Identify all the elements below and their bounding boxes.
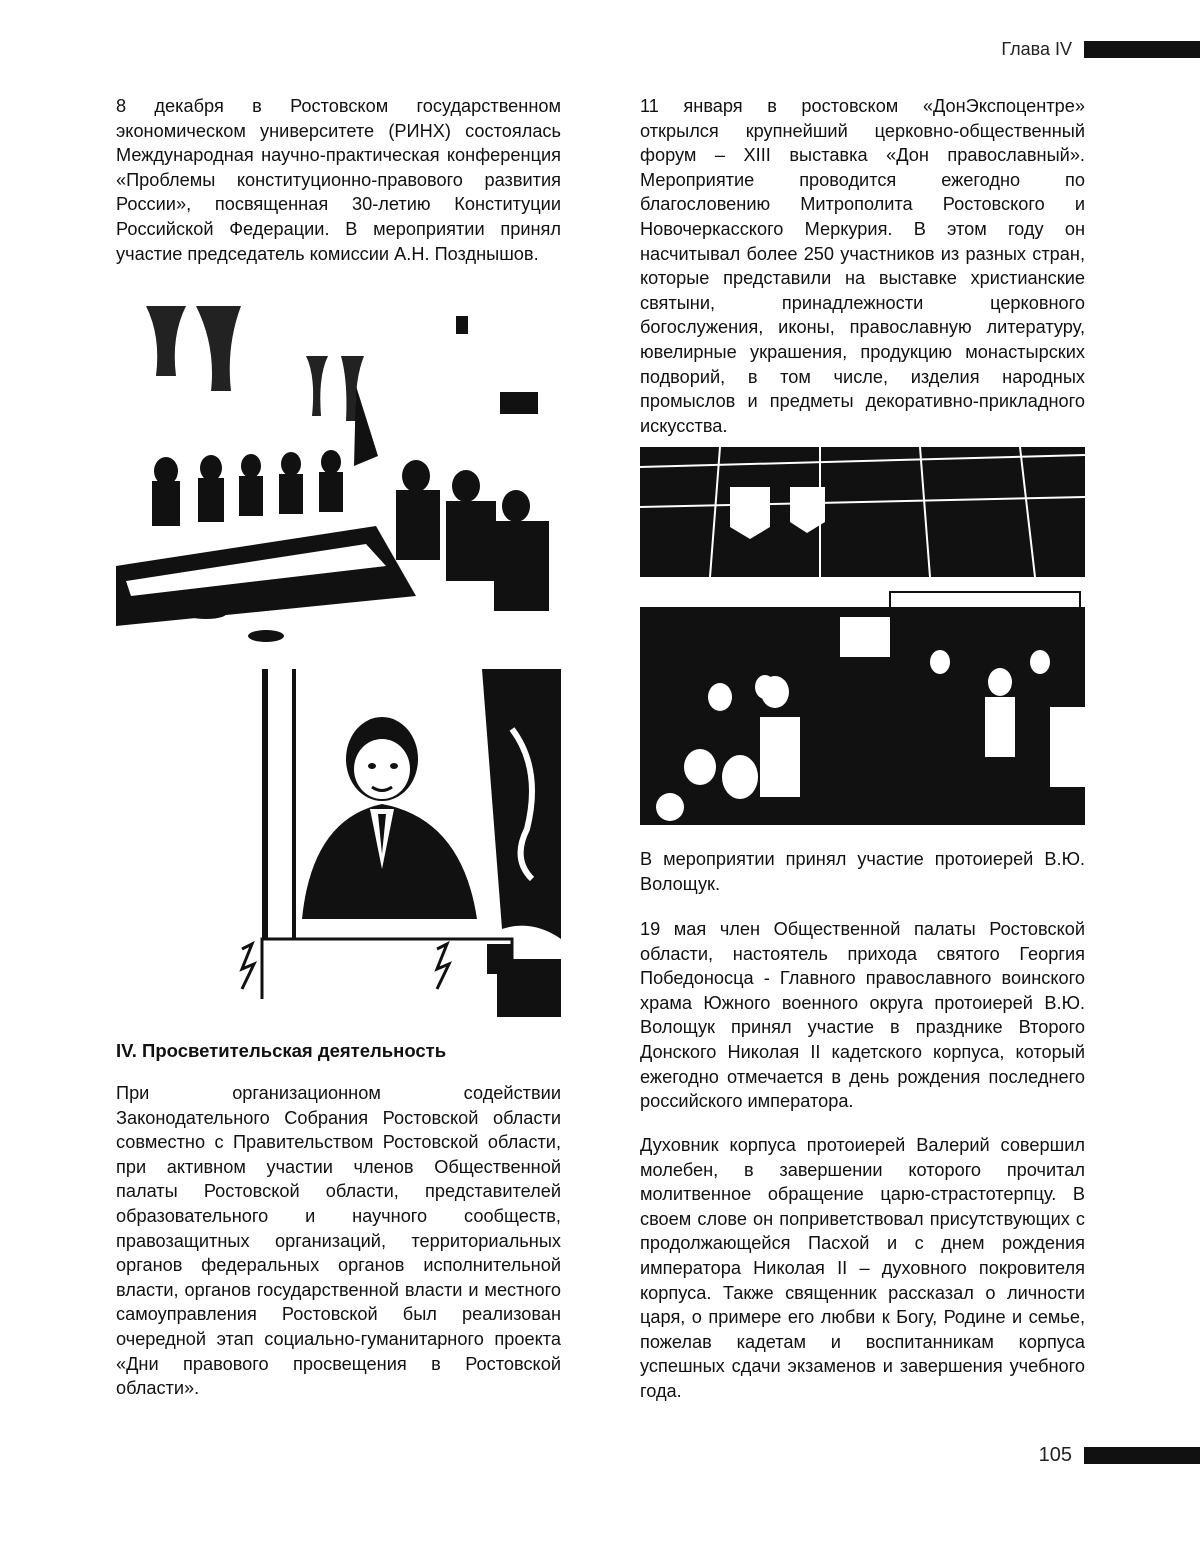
right-paragraph-1-block: [640, 94, 1085, 438]
section-heading-block: [116, 1039, 561, 1063]
left-paragraph-2: При организационном содействии Законодательного Собрания Ростовской области совместно с Правительством Ростовской области, при активном участии членов Общественной палаты Ростовской области, представителей образовательного и научного сообществ, правозащитных организаций, территориальных органов федеральных органов исполнительной власти, органов государственной власти и местного самоуправления Ростовской был реализован очередной этап социально-гуманитарного проекта «Дни правового просвещения в Ростовской области».: [116, 1083, 561, 1399]
exhibition-photo: [640, 447, 1085, 825]
right-paragraph-2-block: [640, 847, 1085, 896]
left-paragraph-1-block: [116, 94, 561, 266]
chapter-label: Глава IV: [1001, 39, 1072, 59]
conference-photo: [116, 296, 561, 653]
right-paragraph-1: 11 января в ростовском «ДонЭкспоцентре» открылся крупнейший церковно-общественный форум – XIII выставка «Дон православный». Мероприятие проводится ежегодно по благословению Митрополита Ростовского и Новочеркасского Меркурия. В этом году он насчитывал более 250 участников из разных стран, которые представили на выставке христианские святыни, принадлежности церковного богослужения, иконы, православную литературу, ювелирные украшения, продукцию монастырских подворий, в том числе, изделия народных промыслов и предметы декоративно-прикладного искусства.: [640, 96, 1085, 436]
page-number: 105: [1038, 1444, 1072, 1466]
footer-bar: [1084, 1447, 1200, 1464]
left-paragraph-1: 8 декабря в Ростовском государственном экономическом университете (РИНХ) состоялась Международная научно-практическая конференция «Проблемы конституционно-правового развития России», посвященная 30-летию Конституции Российской Федерации. В мероприятии принял участие председатель комиссии А.Н. Позднышов.: [116, 96, 561, 264]
photo-caption: В мероприятии принял участие протоиерей В.Ю. Волощук.: [640, 849, 1085, 894]
header-bar: [1084, 41, 1200, 58]
left-paragraph-2-block: [116, 1081, 561, 1401]
right-paragraph-3-block: [640, 917, 1085, 1114]
right-paragraph-4-block: [640, 1133, 1085, 1404]
section-title: IV. Просветительская деятельность: [116, 1040, 447, 1061]
right-paragraph-4: Духовник корпуса протоиерей Валерий совершил молебен, в завершении которого прочитал молитвенное обращение царю-страстотерпцу. В своем слове он поприветствовал присутствующих с продолжающейся Пасхой и с днем рождения императора Николая II – духовного покровителя корпуса. Также священник рассказал о личности царя, о примере его любви к Богу, Родине и семье, пожелав кадетам и воспитанникам корпуса успешных сдачи экзаменов и завершения учебного года.: [640, 1135, 1085, 1401]
right-paragraph-3: 19 мая член Общественной палаты Ростовской области, настоятель прихода святого Георгия Победоносца - Главного православного воинского храма Южного военного округа протоиерей В.Ю. Волощук принял участие в празднике Второго Донского Николая II кадетского корпуса, который ежегодно отмечается в день рождения последнего российского императора.: [640, 919, 1085, 1112]
speaker-photo: [232, 669, 561, 1017]
